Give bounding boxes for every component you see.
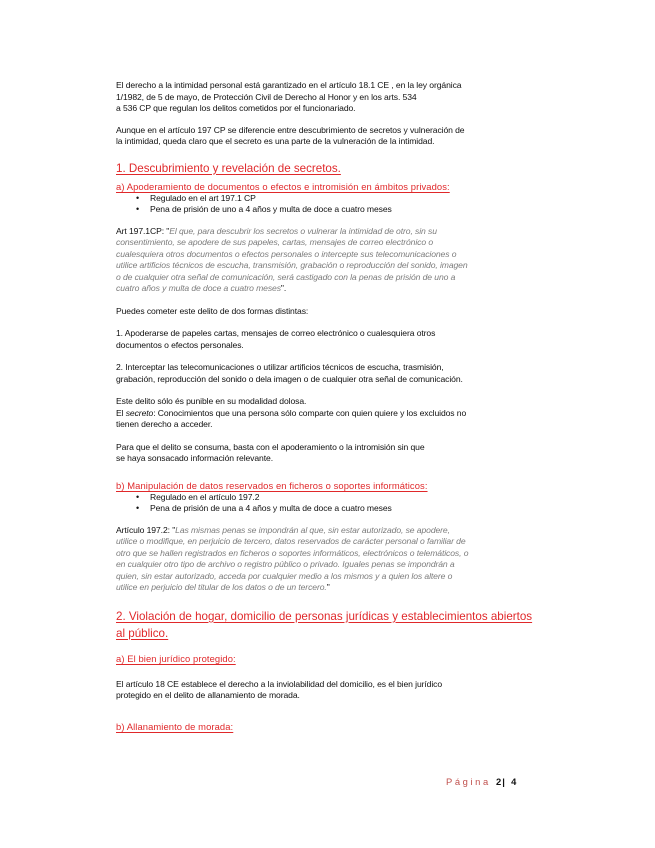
page-separator: | bbox=[502, 776, 506, 787]
form-2 bbox=[116, 362, 536, 385]
text-line: Para que el delito se consuma, basta con el apoderamiento o la intromisión sin que bbox=[116, 441, 425, 452]
text-line: la intimidad, queda claro que el secreto es una parte de la vulneración de la intimidad. bbox=[116, 136, 435, 146]
article-label: Art 197.1CP: " bbox=[116, 225, 170, 236]
quote-line: cuatro años y multa de doce a cuatro meses bbox=[116, 283, 281, 293]
text-line: documentos o efectos personales. bbox=[116, 339, 244, 350]
quote-line: utilice artificios técnicos de escucha, transmisión, grabación o reproducción del sonido, imagen bbox=[116, 260, 468, 270]
text-line: Aunque en el artículo 197 CP se diferencie entre descubrimiento de secretos y vulneración de bbox=[116, 124, 465, 135]
text-line: se haya sonsacado información relevante. bbox=[116, 453, 273, 463]
quote-line: cualesquiera otros documentos o efectos personales o intercepte sus telecomunicaciones o bbox=[116, 248, 457, 259]
quote-line: consentimiento, se apodere de sus papeles, cartas, mensajes de correo electrónico o bbox=[116, 237, 434, 247]
footer-label: Página bbox=[446, 776, 491, 787]
text-fragment: : Conocimientos que una persona sólo comparte con quien quiere y los excluidos no bbox=[153, 407, 467, 418]
quote-line: El que, para descubrir los secretos o vulnerar la intimidad de otro, sin su bbox=[169, 225, 437, 236]
forms-intro: Puedes cometer este delito de dos formas distintas: bbox=[116, 305, 309, 316]
quote-line: otro que se hallen registrados en ficheros o soportes informáticos, electrónicos o telemáticos, o bbox=[116, 547, 469, 558]
secreto-definition bbox=[116, 396, 536, 431]
article-label: Artículo 197.2: " bbox=[116, 524, 176, 535]
section-1a-heading: a) Apoderamiento de documentos o efectos e intromisión en ámbitos privados: bbox=[116, 180, 450, 192]
text-line: grabación, reproducción del sonido o dela imagen o de cualquier otra señal de comunicación. bbox=[116, 373, 463, 384]
text-fragment: El bbox=[116, 407, 126, 418]
quote-line: quien, sin estar autorizado, acceda por cualquier medio a los mismos y a quien los altere o bbox=[116, 570, 453, 581]
section-1b-heading: b) Manipulación de datos reservados en ficheros o soportes informáticos: bbox=[116, 479, 428, 491]
heading-line: al público. bbox=[116, 626, 169, 640]
text-line: 1. Apoderarse de papeles cartas, mensajes de correo electrónico o cualesquiera otros bbox=[116, 328, 436, 338]
consumacion-paragraph bbox=[116, 442, 536, 465]
text-line: tienen derecho a acceder. bbox=[116, 419, 213, 429]
section-2-heading bbox=[116, 608, 536, 642]
heading-line: 2. Violación de hogar, domicilio de personas jurídicas y establecimientos abiertos bbox=[116, 609, 533, 623]
quote-line: en cualquier otro tipo de archivo o registro público o privado. Iguales penas se impondrán a bbox=[116, 559, 455, 569]
form-1 bbox=[116, 328, 536, 351]
list-item: • Pena de prisión de uno a 4 años y multa de doce a cuatro meses bbox=[150, 204, 536, 216]
list-item: • Pena de prisión de una a 4 años y multa de doce a cuatro meses bbox=[150, 503, 536, 515]
text-line: 2. Interceptar las telecomunicaciones o utilizar artificios técnicos de escucha, trasmisión, bbox=[116, 362, 444, 372]
text-line: a 536 CP que regulan los delitos cometidos por el funcionariado. bbox=[116, 103, 356, 113]
secreto-term: secreto bbox=[125, 407, 154, 418]
text-line: El derecho a la intimidad personal está garantizado en el artículo 18.1 CE , en la ley orgánica bbox=[116, 80, 462, 90]
section-2a-heading: a) El bien jurídico protegido: bbox=[116, 652, 236, 664]
page-number: 2 bbox=[496, 776, 503, 787]
quote-end: ". bbox=[280, 283, 287, 293]
page-content bbox=[116, 80, 536, 733]
section-2a-paragraph bbox=[116, 679, 536, 702]
quote-line: utilice en perjuicio del titular de los datos o de un tercero. bbox=[116, 582, 327, 592]
section-1b-bullets bbox=[116, 492, 536, 515]
section-1-heading: 1. Descubrimiento y revelación de secretos. bbox=[116, 161, 341, 175]
intro-paragraph-2 bbox=[116, 125, 536, 148]
text-line: 1/1982, de 5 de mayo, de Protección Civil de Derecho al Honor y en los arts. 534 bbox=[116, 91, 417, 102]
text-line: protegido en el delito de allanamiento de morada. bbox=[116, 690, 300, 700]
section-1a-bullets bbox=[116, 193, 536, 216]
quote-end: " bbox=[326, 582, 330, 592]
page-footer bbox=[446, 776, 517, 787]
list-item: • Regulado en el artículo 197.2 bbox=[150, 492, 536, 504]
text-line: El artículo 18 CE establece el derecho a la inviolabilidad del domicilio, es el bien jurídico bbox=[116, 678, 443, 689]
article-197-2-quote bbox=[116, 525, 536, 594]
article-197-1-quote bbox=[116, 226, 536, 295]
quote-line: utilice o modifique, en perjuicio de tercero, datos reservados de carácter personal o familiar de bbox=[116, 536, 466, 546]
quote-line: Las mismas penas se impondrán al que, sin estar autorizado, se apodere, bbox=[175, 524, 450, 535]
intro-paragraph-1 bbox=[116, 80, 536, 115]
section-2b-heading: b) Allanamiento de morada: bbox=[116, 720, 234, 732]
list-item: • Regulado en el art 197.1 CP bbox=[150, 193, 536, 205]
quote-line: o de cualquier otra señal de comunicación, será castigado con la penas de prisión de uno a bbox=[116, 271, 456, 282]
page-total: 4 bbox=[511, 776, 518, 787]
text-line: Este delito sólo és punible en su modalidad dolosa. bbox=[116, 396, 307, 406]
